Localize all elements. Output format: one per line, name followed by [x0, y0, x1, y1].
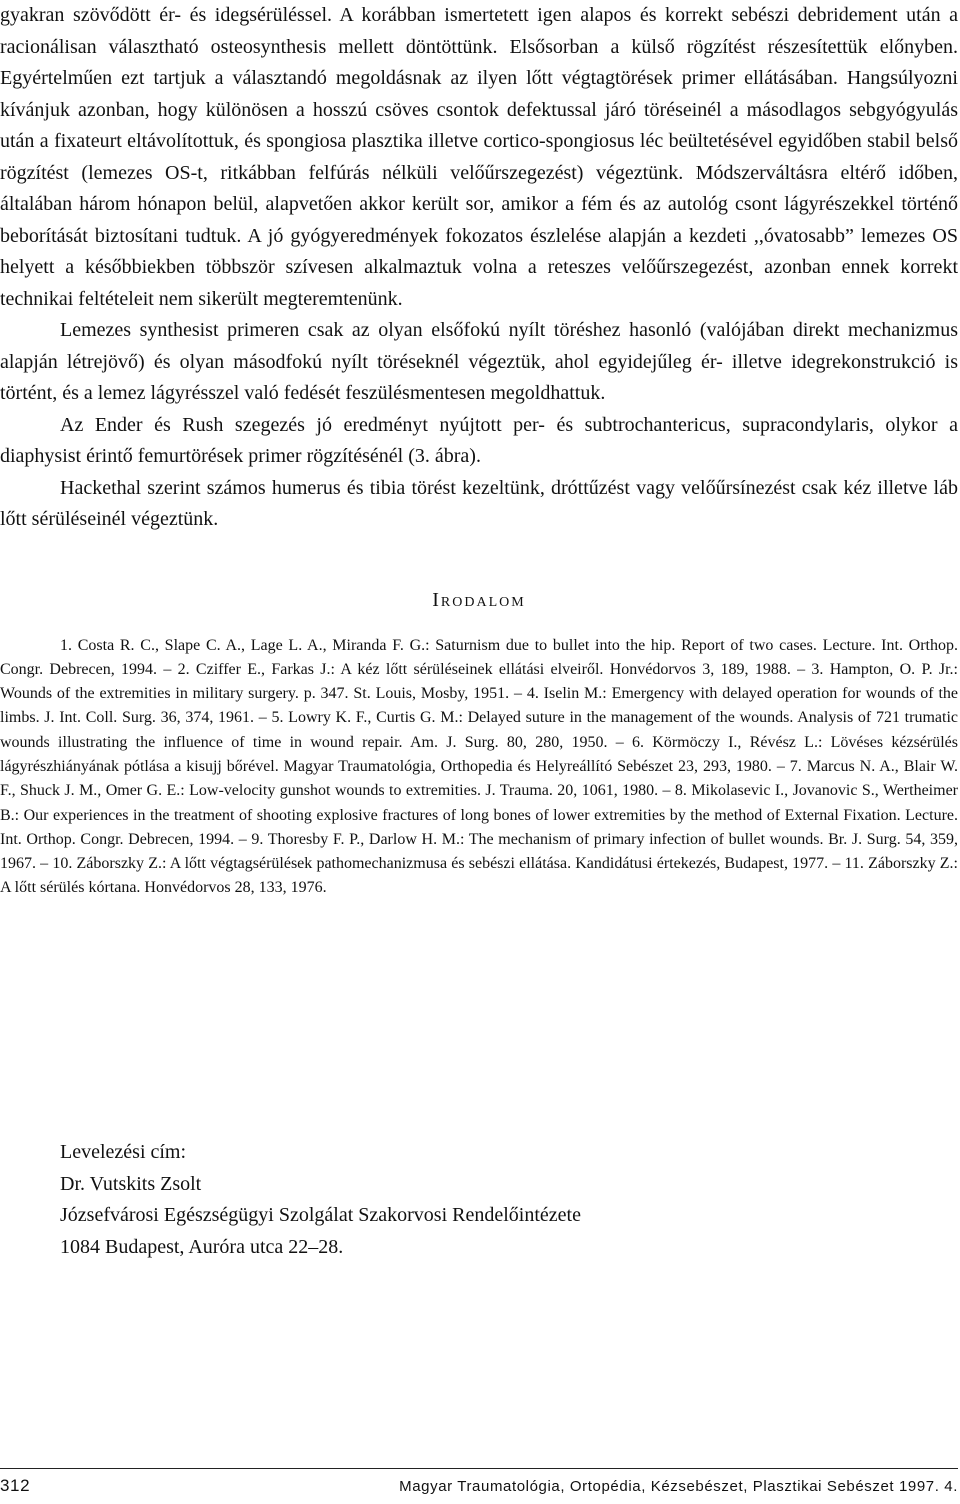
page-number: 312: [0, 1476, 31, 1495]
street-address: 1084 Budapest, Auróra utca 22–28.: [60, 1235, 344, 1258]
journal-citation: Magyar Traumatológia, Ortopédia, Kézsebészet, Plasztikai Sebészet 1997. 4.: [399, 1478, 958, 1495]
body-paragraph: Lemezes synthesist primeren csak az olyan elsőfokú nyílt töréshez hasonló (valójában direkt mechanizmus alapján létrejövő) és olyan másodfokú nyílt töréseknél végeztük, ahol egyidejűleg ér- illetve idegrekonstrukció is történt, és a lemez lágyrésszel való fedését feszülésmentesen megoldhattuk.: [0, 319, 958, 404]
body-paragraph: gyakran szövődött ér- és idegsérüléssel. A korábban ismertetett igen alapos és korrekt sebészi debridement után a racionálisan választható osteosynthesis mellett döntöttünk. Elsősorban a külső rögzítést részesítettük előnyben. Egyértelműen ezt tartjuk a választandó megoldásnak az ilyen lőtt végtagtörések primer ellátásában. Hangsúlyozni kívánjuk azonban, hogy különösen a hosszú csöves csontok defektussal járó töréseinél a másodlagos sebgyógyulás után a fixateurt eltávolítottuk, és spongiosa plasztika illetve cortico-spongiosus léc beültetésével egyidőben stabil belső rögzítést (lemezes OS-t, ritkábban felfúrás nélküli velőűrszegezést) végeztünk. Módszerváltásra eltérő időben, általában három hónapon belül, alapvetően akkor került sor, amikor a fém és az autológ csont lágyrészekkel történő beborítását biztosítani tudtuk. A jó gyógyeredmények fokozatos észlelése alapján a kezdeti ,,óvatosabb” lemezes OS helyett a későbbiekben többször szívesen alkalmaztuk volna a reteszes velőűrszegezést, azonban ennek korrekt technikai feltételeit nem sikerült megteremtenünk.: [0, 4, 958, 310]
references-heading: Irodalom: [432, 588, 526, 611]
author-name: Dr. Vutskits Zsolt: [60, 1172, 202, 1195]
address-label: Levelezési cím:: [60, 1141, 187, 1163]
footer-divider: [0, 1468, 958, 1469]
body-paragraph: Az Ender és Rush szegezés jó eredményt nyújtott per- és subtrochantericus, supracondylaris, olykor a diaphysist érintő femurtörések primer rögzítésénél (3. ábra).: [0, 413, 958, 467]
institution-name: Józsefvárosi Egészségügyi Szolgálat Szakorvosi Rendelőintézete: [60, 1204, 581, 1226]
body-paragraph: Hackethal szerint számos humerus és tibia törést kezeltünk, dróttűzést vagy velőűrsínezést csak kéz illetve láb lőtt sérüléseinél végeztünk.: [0, 476, 958, 530]
references-list: 1. Costa R. C., Slape C. A., Lage L. A., Miranda F. G.: Saturnism due to bullet into the hip. Report of two cases. Lecture. Int. Orthop. Congr. Debrecen, 1994. – 2. Cziffer E., Farkas J.: A kéz lőtt sérüléseinek ellátási elveiről. Honvédorvos 3, 189, 1988. – 3. Hampton, O. P. Jr.: Wounds of the extremities in military surgery. p. 347. St. Louis, Mosby, 1951. – 4. Iselin M.: Emergency with delayed operation for wounds of the limbs. J. Int. Coll. Surg. 36, 374, 1961. – 5. Lowry K. F., Curtis G. M.: Delayed suture in the management of the wounds. Analysis of 721 trumatic wounds illustrating the influence of time in wound repair. Am. J. Surg. 80, 280, 1950. – 6. Körmöczy I., Révész L.: Lövéses kézsérülés lágyrészhiányának pótlása a kisujj bőrével. Magyar Traumatológia, Orthopedia és Helyreállító Sebészet 23, 293, 1980. – 7. Marcus N. A., Blair W. F., Shuck J. M., Omer G. E.: Low-velocity gunshot wounds to extremities. J. Trauma. 20, 1061, 1980. – 8. Mikolasevic I., Jovanovic S., Wertheimer B.: Our experiences in the treatment of shooting explosive fractures of long bones of lower extremities by the method of External Fixation. Lecture. Int. Orthop. Congr. Debrecen, 1994. – 9. Thoresby F. P., Darlow H. M.: The mechanism of primary infection of bullet wounds. Br. J. Surg. 54, 359, 1967. – 10. Záborszky Z.: A lőtt végtagsérülések pathomechanizmusa és sebészi ellátása. Kandidátusi értekezés, Budapest, 1977. – 11. Záborszky Z.: A lőtt sérülés kórtana. Honvédorvos 28, 133, 1976.: [0, 636, 958, 897]
correspondence-address: [60, 1137, 581, 1263]
